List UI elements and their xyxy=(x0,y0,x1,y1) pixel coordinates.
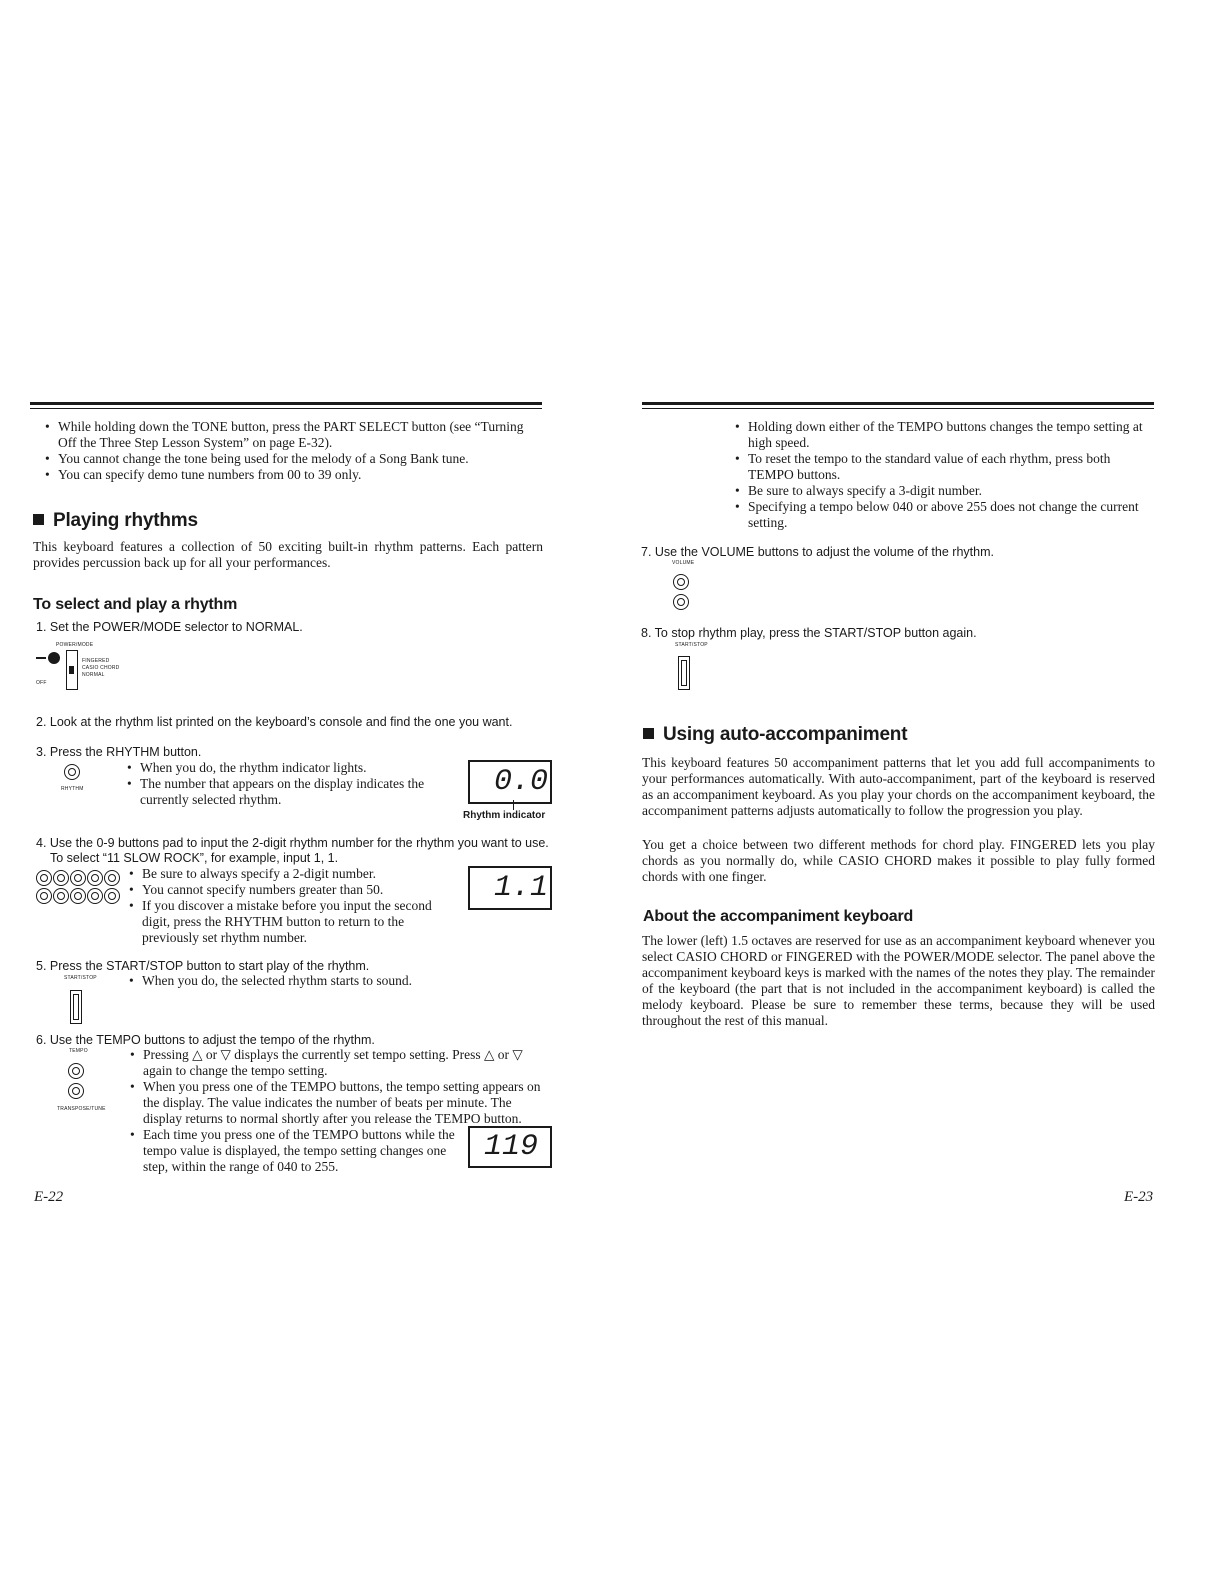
selector-knob-icon xyxy=(69,666,74,674)
list-item: • Pressing △ or ▽ displays the currently set tempo setting. Press △ or ▽ again to change the tempo setting. xyxy=(129,1047,548,1079)
step-4-example: To select “11 SLOW ROCK”, for example, input 1, 1. xyxy=(50,851,339,865)
start-stop-label-right: START/STOP xyxy=(675,642,708,648)
section-paragraph: This keyboard features a collection of 50 exciting built-in rhythm patterns. Each pattern provides percussion back up for all your performances. xyxy=(33,539,543,570)
page-number-right: E-23 xyxy=(1124,1189,1154,1205)
list-item: • If you discover a mistake before you input the second digit, press the RHYTHM button to return to the previously set rhythm number. xyxy=(128,898,446,946)
list-item: • You can specify demo tune numbers from 00 to 39 only. xyxy=(44,467,534,483)
lcd-readout: 0.0 xyxy=(494,765,549,799)
lcd-readout: 1.1 xyxy=(494,871,549,905)
square-bullet-icon xyxy=(33,514,44,525)
accompaniment-keyboard-paragraph: The lower (left) 1.5 octaves are reserved for use as an accompaniment keyboard whenever you select CASIO CHORD or FINGERED with the POWER/MODE selector. The panel above the accompaniment keyboard keys is marked with the names of the notes they play. The remainder of the keyboard (the part that is not included in the accompaniment keyboard) is called the melody keyboard. Please be sure to remember these terms, because they will be used throughout the rest of this manual. xyxy=(642,933,1155,1028)
auto-accompaniment-paragraph-2: You get a choice between two different methods for chord play. FINGERED lets you play chords as you normally do, while CASIO CHORD makes it possible to play fully formed chords with one finger. xyxy=(642,837,1155,884)
pad-button-4-icon xyxy=(104,870,120,886)
pad-button-2-icon xyxy=(70,870,86,886)
step-8: 8. To stop rhythm play, press the START/STOP button again. xyxy=(641,626,977,640)
step-6: 6. Use the TEMPO buttons to adjust the tempo of the rhythm. xyxy=(36,1033,375,1047)
pad-button-7-icon xyxy=(70,888,86,904)
pad-button-1-icon xyxy=(53,870,69,886)
list-item: • Each time you press one of the TEMPO buttons while the tempo value is displayed, the tempo setting changes one step, within the range of 040 to 255. xyxy=(129,1127,459,1175)
list-item: • To reset the tempo to the standard value of each rhythm, press both TEMPO buttons. xyxy=(734,451,1154,483)
step-2: 2. Look at the rhythm list printed on the keyboard’s console and find the one you want. xyxy=(36,715,513,729)
lcd-display-rhythm-number xyxy=(468,866,552,910)
rhythm-button-label: RHYTHM xyxy=(61,786,84,792)
pad-button-9-icon xyxy=(104,888,120,904)
pad-button-0-icon xyxy=(36,870,52,886)
pad-button-5-icon xyxy=(36,888,52,904)
page-number-left: E-22 xyxy=(34,1189,64,1205)
list-item: • When you do, the selected rhythm starts to sound. xyxy=(128,973,446,989)
list-item: • Be sure to always specify a 2-digit number. xyxy=(128,866,446,882)
step-1: 1. Set the POWER/MODE selector to NORMAL. xyxy=(36,620,303,634)
section-title-auto-accompaniment: Using auto-accompaniment xyxy=(643,724,907,746)
mode-normal: NORMAL xyxy=(82,672,105,678)
start-stop-button-icon-right xyxy=(678,656,690,690)
subsection-title: To select and play a rhythm xyxy=(33,596,238,613)
power-mode-selector-illustration xyxy=(36,638,136,703)
rhythm-button-icon xyxy=(64,764,80,780)
mode-off: OFF xyxy=(36,680,47,686)
mode-casio-chord: CASIO CHORD xyxy=(82,665,120,671)
list-item: • Be sure to always specify a 3-digit number. xyxy=(734,483,1154,499)
pad-button-3-icon xyxy=(87,870,103,886)
list-item: • The number that appears on the display indicates the currently selected rhythm. xyxy=(126,776,448,808)
step-7: 7. Use the VOLUME buttons to adjust the volume of the rhythm. xyxy=(641,545,994,559)
auto-accompaniment-paragraph-1: This keyboard features 50 accompaniment patterns that let you add full accompaniments to your performances automatically. With auto-accompaniment, part of the keyboard is reserved as an accompaniment keyboard. As you play your chords on the accompaniment keyboard, the accompaniment patterns adjusts automatically to follow the progression you play. xyxy=(642,755,1155,818)
powermode-label: POWER/MODE xyxy=(56,642,94,648)
step-3-bullets xyxy=(126,760,448,808)
indicator-pointer-line xyxy=(513,800,514,810)
tempo-label: TEMPO xyxy=(69,1048,88,1054)
volume-up-button-icon xyxy=(673,574,689,590)
subsection-title-accompaniment-keyboard: About the accompaniment keyboard xyxy=(643,908,914,925)
list-item: • You cannot specify numbers greater than 50. xyxy=(128,882,446,898)
section-title-playing-rhythms: Playing rhythms xyxy=(33,510,198,532)
left-top-rule xyxy=(30,402,542,405)
right-top-rule xyxy=(642,402,1154,405)
list-item: • When you press one of the TEMPO buttons, the tempo setting appears on the display. The value indicates the number of beats per minute. The display returns to normal shortly after you release the TEMPO button. xyxy=(129,1079,548,1127)
light-burst-icon xyxy=(48,652,60,664)
volume-down-button-icon xyxy=(673,594,689,610)
left-intro-bullets xyxy=(44,419,534,483)
lcd-readout: 119 xyxy=(484,1130,539,1164)
lcd-display-rhythm xyxy=(468,760,552,804)
step-4-bullets xyxy=(128,866,446,946)
lcd-display-tempo xyxy=(468,1126,552,1168)
list-item: • When you do, the rhythm indicator lights. xyxy=(126,760,448,776)
step-4: 4. Use the 0-9 buttons pad to input the 2-digit rhythm number for the rhythm you want to use. xyxy=(36,836,549,850)
rhythm-indicator-caption: Rhythm indicator xyxy=(463,810,546,821)
left-top-rule-thin xyxy=(30,408,542,409)
right-top-rule-thin xyxy=(642,408,1154,409)
pad-button-8-icon xyxy=(87,888,103,904)
square-bullet-icon xyxy=(643,728,654,739)
list-item: • While holding down the TONE button, press the PART SELECT button (see “Turning Off the Three Step Lesson System” on page E-32). xyxy=(44,419,534,451)
list-item: • Specifying a tempo below 040 or above 255 does not change the current setting. xyxy=(734,499,1154,531)
volume-label: VOLUME xyxy=(672,560,695,566)
step-5-bullets xyxy=(128,973,446,989)
start-stop-button-icon xyxy=(70,990,82,1024)
list-item: • Holding down either of the TEMPO buttons changes the tempo setting at high speed. xyxy=(734,419,1154,451)
burst-ray-icon xyxy=(36,657,46,659)
number-pad-illustration xyxy=(36,866,126,908)
transpose-tune-label: TRANSPOSE/TUNE xyxy=(57,1106,106,1112)
tempo-up-button-icon xyxy=(68,1063,84,1079)
step-5: 5. Press the START/STOP button to start play of the rhythm. xyxy=(36,959,370,973)
tempo-down-button-icon xyxy=(68,1083,84,1099)
pad-button-6-icon xyxy=(53,888,69,904)
right-top-bullets xyxy=(734,419,1154,531)
start-stop-label: START/STOP xyxy=(64,975,97,981)
mode-fingered: FINGERED xyxy=(82,658,110,664)
list-item: • You cannot change the tone being used for the melody of a Song Bank tune. xyxy=(44,451,534,467)
step-3: 3. Press the RHYTHM button. xyxy=(36,745,202,759)
